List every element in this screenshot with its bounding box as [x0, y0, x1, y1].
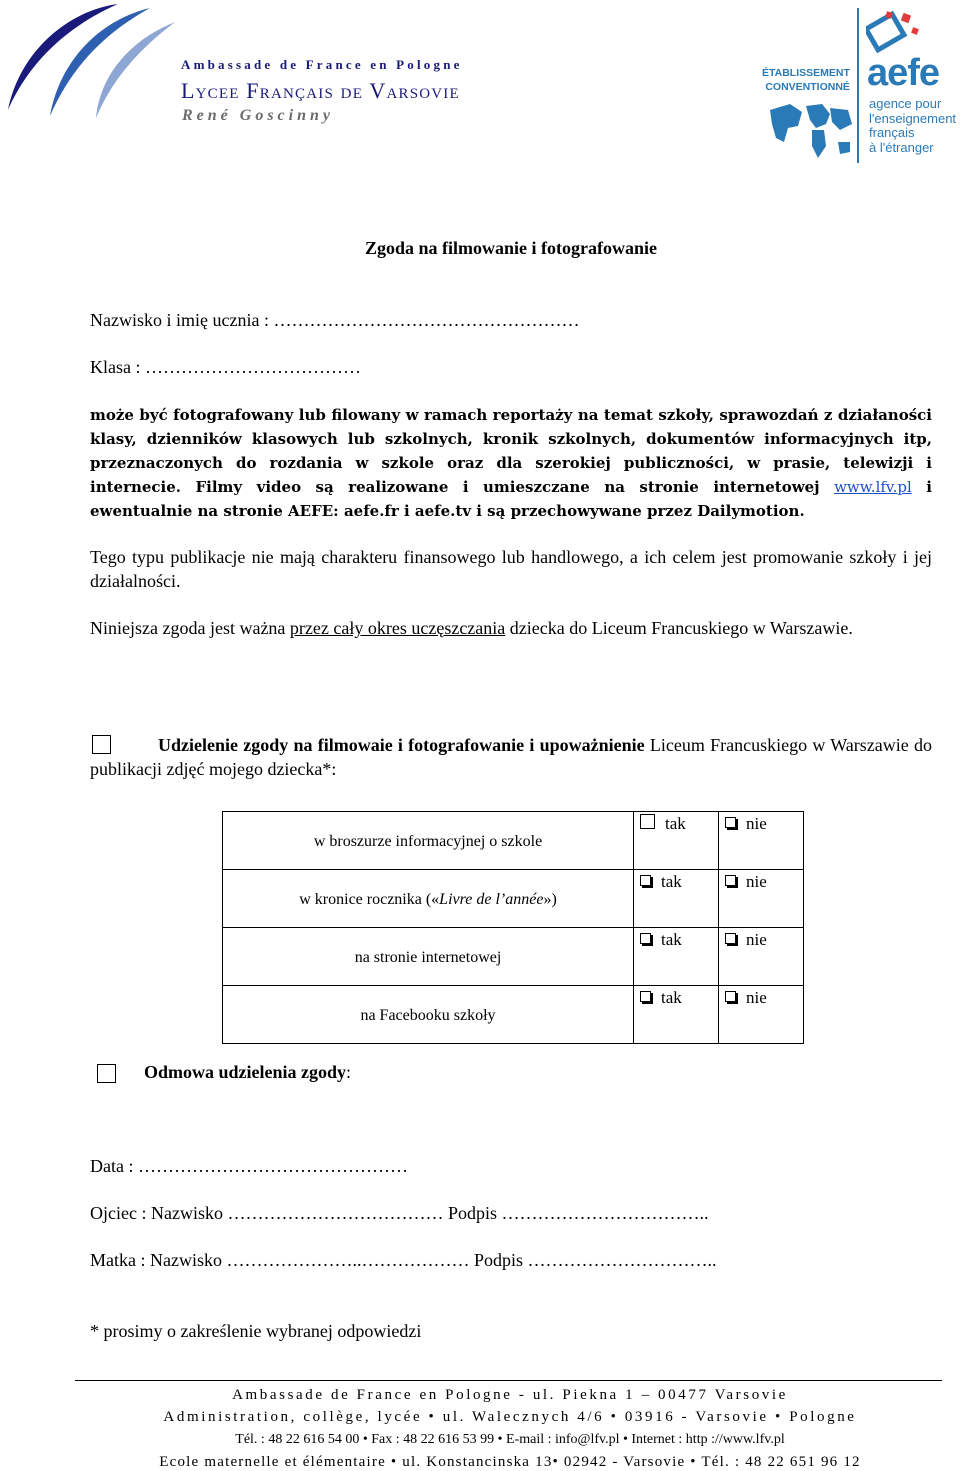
- mother-label: Matka : Nazwisko: [90, 1250, 222, 1270]
- option-yes[interactable]: [634, 870, 719, 928]
- para3-underlined: przez cały okres uczęszczania: [289, 618, 506, 638]
- refusal-checkbox[interactable]: [97, 1064, 116, 1083]
- father-label: Ojciec : Nazwisko: [90, 1203, 223, 1223]
- school-patron: René Goscinny: [182, 107, 334, 124]
- date-row[interactable]: [90, 1156, 408, 1177]
- aefe-sub1: agence pour: [869, 96, 942, 111]
- class-row[interactable]: [90, 357, 361, 378]
- student-name-label: Nazwisko i imię ucznia :: [90, 310, 269, 330]
- refusal-label: [144, 1062, 351, 1083]
- para3-a: Niniejsza zgoda jest ważna: [90, 618, 286, 638]
- class-field[interactable]: ………………………………: [144, 357, 361, 377]
- embassy-line: Ambassade de France en Pologne: [181, 57, 463, 72]
- footer-embassy: Ambassade de France en Pologne - ul. Piekna 1 – 00477 Varsovie: [232, 1387, 788, 1403]
- footnote: * prosimy o zakreślenie wybranej odpowiedzi: [90, 1321, 422, 1341]
- father-name-field[interactable]: ………………………………: [227, 1203, 444, 1223]
- checkbox-icon[interactable]: [725, 991, 736, 1002]
- date-field[interactable]: ………………………………………: [137, 1156, 408, 1176]
- checkbox-icon[interactable]: [725, 933, 736, 944]
- yes-label: tak: [661, 930, 682, 949]
- yes-label: tak: [665, 814, 686, 833]
- consent-statement: [90, 733, 932, 781]
- label-italic: Livre de l’année: [439, 891, 544, 908]
- mother-name-field[interactable]: …………………..………………: [226, 1250, 470, 1270]
- consent-options-table: [222, 811, 804, 1044]
- checkbox-icon[interactable]: [725, 817, 736, 828]
- mother-sign-label: Podpis: [473, 1250, 523, 1270]
- consent-rest: Liceum Francuskiego w Warszawie do publikacji zdjęć mojego dziecka*:: [90, 735, 933, 779]
- option-label: [223, 870, 634, 928]
- label-pre: w kronice rocznika («: [299, 891, 440, 908]
- footer-primary-school: Ecole maternelle et élémentaire • ul. Konstancinska 13• 02942 - Varsovie • Tél. : 48 22 651 96 12: [159, 1454, 861, 1470]
- option-label: w broszurze informacyjnej o szkole: [223, 812, 634, 870]
- no-label: nie: [746, 988, 767, 1007]
- para3-b: dziecka do Liceum Francuskiego w Warszawie.: [509, 618, 853, 638]
- etablissement-label: [762, 66, 850, 94]
- etab-line1: ÉTABLISSEMENT: [762, 67, 850, 79]
- yes-label: tak: [661, 872, 682, 891]
- mother-sign-field[interactable]: …………………………..: [527, 1250, 717, 1270]
- validity-paragraph: [90, 616, 932, 640]
- aefe-sub3: français: [869, 125, 915, 140]
- option-yes[interactable]: [634, 812, 719, 870]
- header-divider: [857, 8, 859, 163]
- table-row: [223, 870, 804, 928]
- aefe-wordmark: aefe: [867, 52, 940, 94]
- footer-administration: Administration, collège, lycée • ul. Walecznych 4/6 • 03916 - Varsovie • Pologne: [163, 1409, 857, 1425]
- aefe-sub4: à l'étranger: [869, 139, 934, 155]
- checkbox-icon[interactable]: [640, 933, 651, 944]
- purpose-paragraph: Tego typu publikacje nie mają charakteru finansowego lub handlowego, a ich celem jest promowanie szkoły i jej działalności.: [90, 547, 932, 591]
- no-label: nie: [746, 930, 767, 949]
- no-label: nie: [746, 872, 767, 891]
- lycee-logo-swoosh: [0, 0, 200, 120]
- student-name-row[interactable]: [90, 310, 579, 331]
- etab-line2: CONVENTIONNÉ: [765, 81, 850, 93]
- yes-label: tak: [661, 988, 682, 1007]
- footer-divider: [75, 1380, 942, 1381]
- table-row: [223, 986, 804, 1044]
- para1-tail: i ewentualnie na stronie AEFE: aefe.fr i aefe.tv i są przechowywane przez Dailymotion.: [90, 478, 932, 520]
- option-yes[interactable]: [634, 986, 719, 1044]
- checkbox-icon[interactable]: [640, 814, 655, 829]
- world-map-icon: [760, 98, 855, 163]
- father-sign-field[interactable]: ……………………………..: [501, 1203, 709, 1223]
- checkbox-icon[interactable]: [640, 875, 651, 886]
- footer-contact: Tél. : 48 22 616 54 00 • Fax : 48 22 616 53 99 • E-mail : info@lfv.pl • Internet : http ://www.lfv.pl: [235, 1432, 785, 1447]
- class-label: Klasa :: [90, 357, 141, 377]
- father-sign-label: Podpis: [447, 1203, 497, 1223]
- publication-paragraph: [90, 403, 932, 523]
- table-row: [223, 812, 804, 870]
- aefe-subtitle: [869, 97, 956, 155]
- aefe-sub2: l'enseignement: [869, 110, 957, 126]
- label-post: »): [543, 891, 557, 908]
- checkbox-icon[interactable]: [640, 991, 651, 1002]
- option-label: na Facebooku szkoły: [223, 986, 634, 1044]
- option-no[interactable]: [719, 812, 804, 870]
- date-label: Data :: [90, 1156, 134, 1176]
- para1-text: może być fotografowany lub filowany w ramach reportaży na temat szkoły, sprawozdań z działaności klasy, dzienników klasowych lub szkolnych, kronik szkolnych, dokumentów informacyjnych itp, przeznaczonych do rozdania w szkole oraz dla szerokiej publiczności, w prasie, telewizji i internecie. Filmy video są realizowane i umieszczane na stronie internetowej: [90, 406, 932, 496]
- option-no[interactable]: [719, 870, 804, 928]
- student-name-field[interactable]: ……………………………………………: [273, 310, 580, 330]
- option-no[interactable]: [719, 986, 804, 1044]
- option-yes[interactable]: [634, 928, 719, 986]
- no-label: nie: [746, 814, 767, 833]
- refusal-colon: :: [346, 1062, 352, 1082]
- checkbox-icon[interactable]: [725, 875, 736, 886]
- school-name: Lycee Français de Varsovie: [181, 78, 460, 103]
- mother-row[interactable]: [90, 1250, 717, 1271]
- father-row[interactable]: [90, 1203, 708, 1224]
- form-title: Zgoda na filmowanie i fotografowanie: [365, 238, 657, 258]
- refusal-bold: Odmowa udzielenia zgody: [144, 1062, 347, 1082]
- option-no[interactable]: [719, 928, 804, 986]
- table-row: [223, 928, 804, 986]
- consent-bold: Udzielenie zgody na filmowaie i fotografowanie i upoważnienie: [158, 735, 645, 755]
- option-label: na stronie internetowej: [223, 928, 634, 986]
- lfv-link[interactable]: www.lfv.pl: [834, 478, 912, 496]
